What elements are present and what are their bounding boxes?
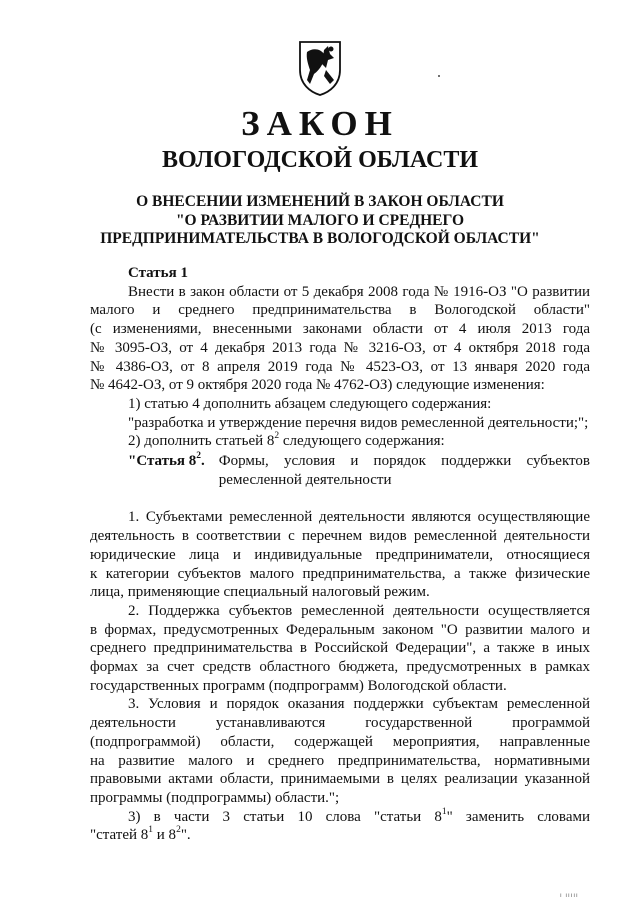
paragraph-2-line: формах за счет средств областного бюджета, предусмотренных в рамках <box>90 659 590 676</box>
law-heading <box>60 193 580 249</box>
paragraph-2-line: 2. Поддержка субъектов ремесленной деятельности осуществляется <box>128 602 590 619</box>
amendment-item-1-quote: "разработка и утверждение перечня видов ремесленной деятельности;"; <box>128 414 589 431</box>
paragraph-3-line: (подпрограммой) области, содержащей мероприятия, направленные <box>90 733 590 750</box>
spacer <box>90 489 590 508</box>
heading-line: О ВНЕСЕНИИ ИЗМЕНЕНИЙ В ЗАКОН ОБЛАСТИ <box>136 193 504 210</box>
article-8-2-title <box>219 452 590 489</box>
law-body <box>90 264 590 845</box>
article-8-2-title-line: Формы, условия и порядок поддержки субъектов <box>218 453 590 470</box>
amendment-item-3: 3) в части 3 статьи 10 слова "статьи $8^1$" заменить словами <box>128 806 590 825</box>
law-title: ЗАКОН <box>241 104 399 143</box>
paragraph-1-line: 1. Субъектами ремесленной деятельности являются осуществляющие <box>128 509 590 526</box>
intro-line: (с изменениями, внесенными законами области от 4 июля 2013 года <box>90 321 590 338</box>
scan-footer-marks: ı ııııı <box>560 893 579 899</box>
paragraph-1-line: к категории субъектов малого предпринимательства, а также физические <box>90 565 590 582</box>
heading-line: "О РАЗВИТИИ МАЛОГО И СРЕДНЕГО <box>175 211 465 229</box>
amendment-item-2: 2) дополнить статьей $8^2$ следующего содержания: <box>128 431 445 450</box>
intro-line: № 4386-ОЗ, от 8 апреля 2019 года № 4523-ОЗ, от 13 января 2020 года <box>90 358 590 375</box>
law-region: ВОЛОГОДСКОЙ ОБЛАСТИ <box>161 147 479 173</box>
paragraph-3-line: правовыми актами области, принимаемыми в целях реализации указанной <box>90 771 590 788</box>
heading-line: ПРЕДПРИНИМАТЕЛЬСТВА В ВОЛОГОДСКОЙ ОБЛАСТИ" <box>100 230 540 247</box>
intro-line: № 3095-ОЗ, от 4 декабря 2013 года № 3216-ОЗ, от 4 октября 2018 года <box>90 339 590 356</box>
intro-line: № 4642-ОЗ, от 9 октября 2020 года № 4762-ОЗ) следующие изменения: <box>90 377 545 394</box>
scan-speck <box>438 75 440 77</box>
paragraph-3-line: программы (подпрограммы) области."; <box>90 789 340 806</box>
paragraph-3-line: на развитие малого и среднего предпринимательства, нормативными <box>90 752 590 769</box>
article-8-2-heading <box>90 452 590 489</box>
paragraph-1-line: деятельность в соответствии с перечнем видов ремесленной деятельности <box>90 528 590 545</box>
paragraph-3-line: 3. Условия и порядок оказания поддержки субъектам ремесленной <box>128 696 590 713</box>
paragraph-1-line: юридические лица и индивидуальные предприниматели, относящиеся <box>90 546 590 563</box>
paragraph-2-line: среднего предпринимательства в Российской Федерации", а также в иных <box>90 640 590 657</box>
amendment-item-3-continuation: "статей $8^1$ и $8^2$". <box>90 825 191 844</box>
article-8-2-label: "Статья $8^2$. <box>128 451 205 470</box>
amendment-item-1: 1) статью 4 дополнить абзацем следующего содержания: <box>128 395 492 412</box>
intro-line: малого и среднего предпринимательства в Вологодской области" <box>90 302 590 319</box>
vologda-coat-of-arms-icon <box>298 40 342 96</box>
article-8-2-title-line: ремесленной деятельности <box>218 471 392 488</box>
intro-line: Внести в закон области от 5 декабря 2008 года № 1916-ОЗ "О развитии <box>128 283 590 300</box>
paragraph-3-line: деятельности устанавливаются государственной программой <box>90 715 590 732</box>
paragraph-2-line: государственных программ (подпрограмм) Вологодской области. <box>90 677 507 694</box>
article-1-title: Статья 1 <box>128 265 188 281</box>
paragraph-1-line: лица, применяющие специальный налоговый режим. <box>90 584 430 601</box>
paragraph-2-line: в формах, предусмотренных Федеральным законом "О развитии малого и <box>90 621 590 638</box>
